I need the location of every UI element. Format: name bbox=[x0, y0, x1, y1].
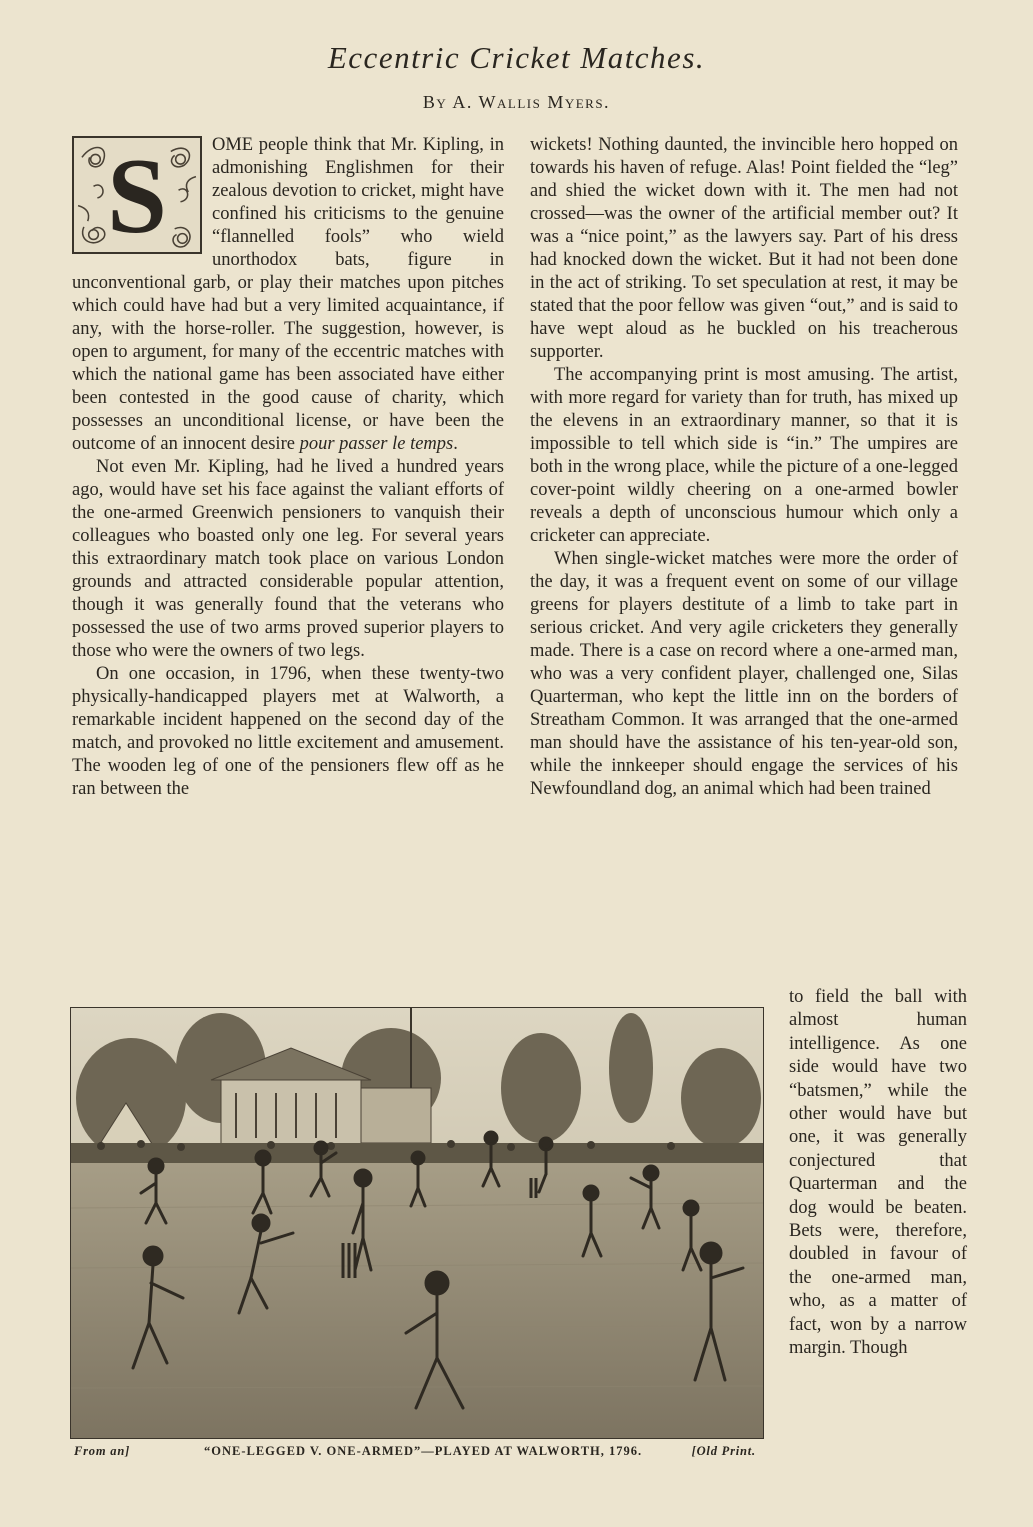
caption-source-left: From an] bbox=[74, 1444, 131, 1458]
cricket-match-illustration bbox=[70, 1007, 764, 1439]
article-byline: By A. Wallis Myers. bbox=[422, 92, 611, 112]
paragraph-1-italic: pour passer le temps bbox=[299, 434, 454, 454]
drop-cap-letter: S bbox=[106, 137, 168, 256]
ornamental-drop-cap bbox=[72, 136, 202, 254]
left-column bbox=[72, 134, 504, 801]
caption-source-right: [Old Print. bbox=[691, 1444, 756, 1458]
paragraph-3: On one occasion, in 1796, when these twenty-two physically-handicapped players met at Walworth, a remarkable incident happened on the second day of the match, and provoked no little excitement and amusement. The wooden leg of one of the pensioners flew off as he ran between the bbox=[72, 664, 504, 799]
article-title: Eccentric Cricket Matches. bbox=[327, 40, 706, 75]
paragraph-4: wickets! Nothing daunted, the invincible hero hopped on towards his haven of refuge. Alas! Point fielded the “leg” and shied the wicket down with it. The men had not crossed—was the owner of the artificial member out? It was a “nice point,” as the lawyers say. Part of his dress had knocked down the wicket. But it had not been done in the act of striking. To set speculation at rest, it may be stated that the poor fellow was given “out,” and is said to have wept aloud as he buckled on his treacherous supporter. bbox=[530, 135, 958, 362]
paragraph-1-end: . bbox=[453, 434, 458, 454]
paragraph-1-text: OME people think that Mr. Kipling, in admonishing Englishmen for their zealous devotion to cricket, might have confined his criticisms to the genuine “flannelled fools” who wield unorthodox bats, figure in unconventional garb, or play their matches upon pitches which could have had but a very limited acquaintance, if any, with the horse-roller. The suggestion, however, is open to argument, for many of the eccentric matches with which the national game has been associated have either been contested in the good cause of charity, which possesses an unconditional license, or have been the outcome of an innocent desire bbox=[72, 135, 504, 454]
paragraph-2: Not even Mr. Kipling, had he lived a hundred years ago, would have set his face against the valiant efforts of the one-armed Greenwich pensioners to vanquish their colleagues who boasted only one leg. For several years this extraordinary match took place on various London grounds and attracted considerable popular attention, though it was generally found that the veterans who possessed the use of two arms proved superior players to those who were the owners of two legs. bbox=[72, 457, 504, 661]
narrow-column bbox=[789, 986, 967, 1361]
paragraph-7: to field the ball with almost human intelligence. As one side would have two “batsmen,” while the other would have but one, it was generally conjectured that Quarterman and the dog would be beaten. Bets were, therefore, doubled in favour of the one-armed man, who, as a matter of fact, won by a narrow margin. Though bbox=[789, 987, 967, 1359]
right-column bbox=[530, 134, 958, 801]
cricket-engraving-icon bbox=[71, 1008, 763, 1438]
paragraph-5: The accompanying print is most amusing. The artist, with more regard for variety than for truth, has mixed up the elevens in an extraordinary manner, so that it is impossible to tell which side is “in.” The umpires are both in the wrong place, while the picture of a one-legged cover-point wildly cheering on a one-armed bowler reveals a depth of unconscious humour which only a cricketer can appreciate. bbox=[530, 365, 958, 546]
illustration-caption bbox=[74, 1444, 760, 1464]
caption-title: “ONE-LEGGED V. ONE-ARMED”—PLAYED AT WALWORTH, 1796. bbox=[204, 1444, 643, 1458]
paragraph-6: When single-wicket matches were more the order of the day, it was a frequent event on some of our village greens for players destitute of a limb to take part in serious cricket. And very agile cricketers they generally made. There is a case on record where a one-armed man, who was a very confident player, challenged one, Silas Quarterman, who kept the little inn on the borders of Streatham Common. It was arranged that the one-armed man should have the assistance of his ten-year-old son, while the innkeeper should engage the services of his Newfoundland dog, an animal which had been trained bbox=[530, 549, 958, 799]
